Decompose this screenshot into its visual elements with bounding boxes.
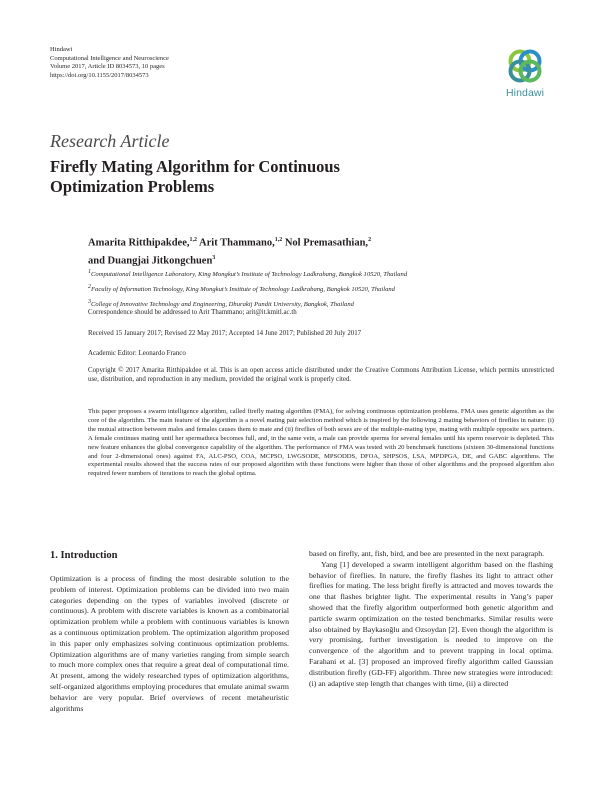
paper-title — [50, 157, 340, 197]
volume-info: Volume 2017, Article ID 8034573, 10 pages — [50, 63, 165, 71]
publication-dates: Received 15 January 2017; Revised 22 May 2017; Accepted 14 June 2017; Published 20 July 2017 — [88, 330, 362, 337]
title-line: Optimization Problems — [50, 177, 215, 196]
hindawi-logo-icon — [505, 46, 545, 86]
paragraph: based on firefly, ant, fish, bird, and bee are presented in the next paragraph. — [309, 549, 545, 558]
author-list — [88, 233, 371, 268]
publisher-name: Hindawi — [50, 46, 73, 53]
affiliation-item — [88, 281, 407, 296]
affiliation-text: Computational Intelligence Laboratory, King Mongkut’s Institute of Technology Ladkrabang, Bangkok 10520, Thailand — [91, 271, 408, 279]
journal-name: Computational Intelligence and Neuroscience — [50, 54, 169, 62]
article-type: Research Article — [50, 131, 170, 151]
author-affil-mark: 1,2 — [189, 237, 197, 243]
affiliation-number: 3 — [88, 299, 91, 306]
paragraph: Optimization is a process of finding the most desirable solution to the problem of interest. Optimization problems can be divided into two main categories depending on the types of variables involved (discrete or continuous). A problem with discrete variables is known as a combinatorial optimization problem while a problem with continuous variables is known as a continuous optimization problem. The optimization algorithm proposed in this paper only emphasizes solving continuous optimization problems. Optimization algorithms are of many varieties ranging from simple search to much more complex ones that require a great deal of computational time. At present, among the widely researched types of optimization algorithms, self-organized algorithms employing procedures that emulate animal swarm behavior are very popular. Brief overviews of recent metaheuristic algorithms — [50, 574, 289, 713]
title-line: Firefly Mating Algorithm for Continuous — [50, 157, 340, 176]
academic-editor: Academic Editor: Leonardo Franco — [88, 350, 186, 357]
author-affil-mark: 2 — [368, 237, 372, 243]
affiliation-text: College of Innovative Technology and Engineering, Dhurakij Pundit University, Bangkok, Thailand — [91, 301, 354, 309]
affiliations — [88, 266, 407, 312]
correspondence: Correspondence should be addressed to Arit Thammano; arit@it.kmitl.ac.th — [88, 309, 297, 316]
journal-header — [50, 46, 169, 80]
affiliation-number: 1 — [88, 269, 91, 275]
doi-link[interactable]: https://doi.org/10.1155/2017/8034573 — [50, 71, 149, 79]
abstract: This paper proposes a swarm intelligence algorithm, called firefly mating algorithm (FMA), for solving continuous optimization problems. FMA uses genetic algorithm as the core of the algorithm. The main feature of the algorithm is a novel mating pair selection method which is inspired by the following 2 mating behaviors of fireflies in nature: (i) the mutual attraction between males and females causes them to mate and (ii) fireflies of both sexes are of the multiple-mating type, mating with multiple opposite sex partners. A female continues mating until her spermatheca becomes full, and, in the same vein, a male can provide sperms for several females until his sperm reservoir is depleted. This new feature enhances the global convergence capability of the algorithm. The performance of FMA was tested with 20 benchmark functions (sixteen 30-dimensional functions and four 2-dimensional ones) against FA, ALC-PSO, COA, MCPSO, LWGSODE, MPSODDS, DFOA, SHPSOS, LSA, MPDPGA, DE, and GABC algorithms. The experimental results showed that the success rates of our proposed algorithm with these functions were higher than those of other algorithms and the proposed algorithm also required fewer numbers of iterations to reach the global optima. — [88, 408, 554, 478]
author-name: Amarita Ritthipakdee, — [88, 237, 190, 249]
author-name: and Duangjai Jitkongchuen — [88, 255, 213, 266]
section-heading: 1. Introduction — [50, 550, 118, 561]
right-column — [309, 549, 553, 689]
affiliation-number: 2 — [88, 284, 91, 291]
paragraph: Yang [1] developed a swarm intelligent algorithm based on the flashing behavior of fireflies. In nature, the firefly flashes its light to attract other fireflies for mating. The less bright firefly is attracted and moves towards the one that flashes brighter light. The experimental results in Yang’s paper showed that the firefly algorithm outperformed both genetic algorithm and particle swarm optimization on the tested benchmarks. Similar results were also obtained by Baykasoğlu and Ozsoydan [2]. Even though the algorithm is very promising, further investigation is needed to improve on the convergence of the algorithm and to prevent trapping in local optima. Farahani et al. [3] proposed an improved firefly algorithm called Gaussian distribution firefly (GD-FF) algorithm. Three new strategies were introduced: (i) an adaptive step length that changes with time, (ii) a directed — [309, 559, 553, 688]
affiliation-text: Faculty of Information Technology, King Mongkut’s Institute of Technology Ladkrabang, Bangkok 10520, Thailand — [91, 286, 395, 294]
author-affil-mark: 1,2 — [274, 237, 283, 243]
author-line — [88, 233, 371, 251]
affiliation-item — [88, 266, 407, 281]
author-name: Arit Thammano, — [197, 237, 275, 249]
author-affil-mark: 3 — [212, 254, 216, 261]
left-column — [50, 574, 289, 714]
hindawi-logo — [497, 46, 553, 99]
logo-wordmark: Hindawi — [505, 87, 545, 99]
author-name: Nol Premasathian, — [282, 237, 369, 249]
copyright-notice: Copyright © 2017 Amarita Ritthipakdee et al. This is an open access article distributed under the Creative Commons Attribution License, which permits unrestricted use, distribution, and reproduction in any medium, provided the original work is properly cited. — [88, 367, 554, 384]
